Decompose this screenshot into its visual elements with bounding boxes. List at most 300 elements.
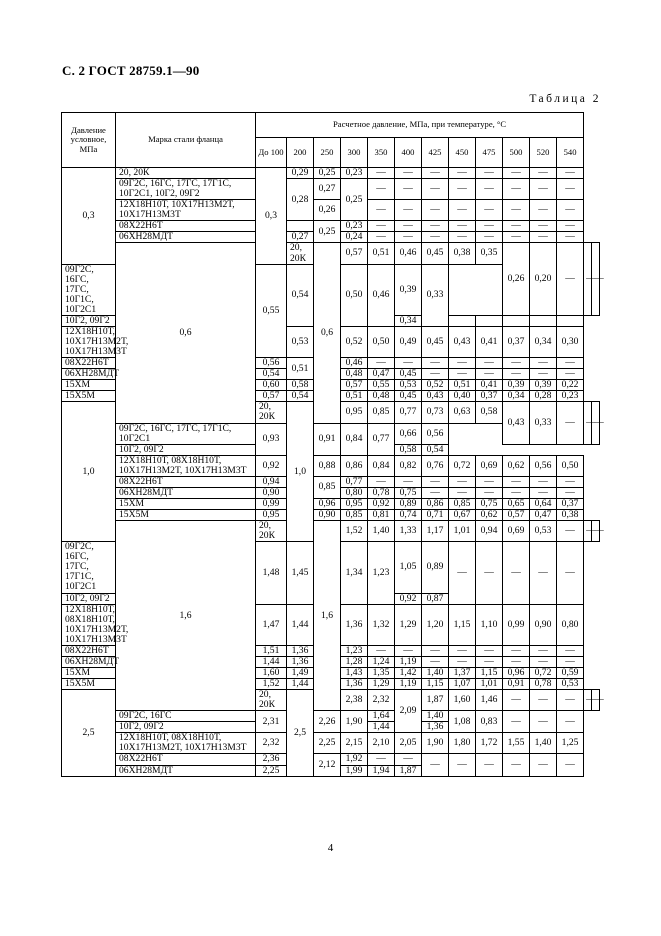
- value-cell: 1,44: [287, 604, 314, 645]
- value-cell: 2,32: [256, 733, 287, 754]
- value-cell: 0,41: [476, 380, 503, 391]
- header-temp: До 100: [256, 138, 287, 168]
- value-cell: 0,71: [422, 510, 449, 521]
- value-cell: —: [368, 168, 395, 179]
- value-cell: 0,89: [422, 542, 449, 593]
- value-cell: 1,10: [476, 604, 503, 645]
- value-cell: —: [422, 754, 449, 776]
- value-cell: 0,59: [557, 667, 584, 678]
- value-cell: —: [395, 168, 422, 179]
- header-temp: 540: [557, 138, 584, 168]
- value-cell: [449, 315, 476, 326]
- value-cell: 0,53: [395, 380, 422, 391]
- header-temperature-group: Расчетное давление, МПа, при температуре, °С: [256, 113, 584, 138]
- value-cell: —: [395, 358, 422, 369]
- table-row: [62, 711, 600, 722]
- value-cell: 0,80: [341, 487, 368, 498]
- value-cell: 2,31: [256, 711, 287, 733]
- value-cell: 0,41: [476, 326, 503, 357]
- value-cell: 0,23: [341, 168, 368, 179]
- value-cell: 0,99: [256, 498, 287, 509]
- steel-grade-cell: 15ХМ: [62, 380, 116, 391]
- value-cell: 1,6: [116, 521, 256, 711]
- pressure-table: [61, 112, 604, 777]
- value-cell: 2,09: [395, 690, 422, 733]
- value-cell: 1,90: [422, 733, 449, 754]
- value-cell: 0,92: [395, 593, 422, 604]
- value-cell: 0,92: [256, 455, 287, 476]
- value-cell: [530, 315, 557, 326]
- value-cell: 0,55: [368, 380, 395, 391]
- steel-grade-cell: 20, 20К: [256, 402, 287, 423]
- value-cell: 0,57: [256, 391, 287, 402]
- value-cell: 2,5: [62, 690, 116, 777]
- value-cell: —: [503, 232, 530, 243]
- value-cell: 0,84: [368, 455, 395, 476]
- value-cell: 0,78: [368, 487, 395, 498]
- value-cell: —: [557, 168, 584, 179]
- value-cell: —: [476, 179, 503, 200]
- steel-grade-cell: 12Х18Н10Т, 10Х17Н13М2Т, 10Х17Н13М3Т: [116, 200, 256, 221]
- header-temp: 500: [503, 138, 530, 168]
- steel-grade-cell: 06ХН28МДТ: [116, 765, 256, 776]
- value-cell: 0,74: [395, 510, 422, 521]
- value-cell: 1,19: [395, 679, 422, 690]
- steel-grade-cell: 12Х18Н10Т, 08Х18Н10Т, 10Х17Н13М2Т, 10Х17Н13М3Т: [116, 733, 256, 754]
- value-cell: 1,43: [341, 667, 368, 678]
- value-cell: 1,37: [449, 667, 476, 678]
- value-cell: 0,39: [395, 264, 422, 315]
- steel-grade-cell: 15Х5М: [62, 679, 116, 690]
- value-cell: —: [557, 221, 584, 232]
- value-cell: —: [476, 476, 503, 487]
- value-cell: 0,26: [503, 243, 530, 315]
- value-cell: —: [503, 358, 530, 369]
- value-cell: 0,57: [341, 243, 368, 264]
- table-body: [62, 167, 604, 777]
- header-pressure: Давление условное, МПа: [62, 113, 116, 168]
- value-cell: 0,28: [530, 391, 557, 402]
- value-cell: —: [557, 369, 584, 380]
- value-cell: —: [368, 179, 395, 200]
- value-cell: —: [592, 402, 600, 444]
- value-cell: —: [395, 754, 422, 765]
- value-cell: 0,6: [116, 243, 256, 423]
- value-cell: 1,44: [287, 679, 314, 690]
- value-cell: 0,29: [287, 168, 314, 179]
- value-cell: 1,72: [476, 733, 503, 754]
- table-row: [62, 521, 600, 542]
- value-cell: —: [503, 487, 530, 498]
- value-cell: —: [368, 200, 395, 221]
- value-cell: 0,85: [368, 402, 395, 423]
- header-steel: Марка стали фланца: [116, 113, 256, 168]
- page-number: 4: [327, 842, 334, 854]
- value-cell: 0,58: [476, 402, 503, 423]
- table-row: [62, 733, 600, 754]
- table-row: [62, 168, 600, 179]
- value-cell: —: [557, 476, 584, 487]
- value-cell: —: [476, 232, 503, 243]
- value-cell: —: [557, 690, 584, 711]
- value-cell: —: [557, 358, 584, 369]
- value-cell: 0,81: [368, 510, 395, 521]
- value-cell: 0,47: [368, 369, 395, 380]
- value-cell: 1,87: [422, 690, 449, 711]
- value-cell: —: [557, 711, 584, 733]
- steel-grade-cell: 06ХН28МДТ: [62, 656, 116, 667]
- value-cell: —: [476, 645, 503, 656]
- steel-grade-cell: 15Х5М: [62, 391, 116, 402]
- value-cell: 0,47: [530, 510, 557, 521]
- value-cell: 0,58: [287, 380, 314, 391]
- value-cell: 0,93: [256, 423, 287, 455]
- value-cell: —: [503, 179, 530, 200]
- value-cell: 1,01: [449, 521, 476, 542]
- value-cell: —: [422, 369, 449, 380]
- value-cell: 1,52: [256, 679, 287, 690]
- value-cell: —: [422, 168, 449, 179]
- value-cell: —: [476, 754, 503, 776]
- value-cell: 0,95: [341, 498, 368, 509]
- steel-grade-cell: 08Х22Н6Т: [116, 754, 256, 765]
- table-row: [62, 754, 600, 765]
- value-cell: 0,23: [557, 391, 584, 402]
- value-cell: —: [422, 358, 449, 369]
- value-cell: 0,95: [256, 510, 287, 521]
- value-cell: —: [530, 358, 557, 369]
- steel-grade-cell: 15ХМ: [62, 667, 116, 678]
- value-cell: 2,5: [287, 690, 314, 777]
- table-row: [62, 476, 600, 487]
- steel-grade-cell: 09Г2С, 16ГС, 17ГС, 10Г1С, 10Г2С1: [62, 264, 116, 315]
- value-cell: 0,90: [314, 510, 341, 521]
- value-cell: —: [503, 754, 530, 776]
- value-cell: 0,6: [314, 243, 341, 423]
- value-cell: 0,57: [503, 510, 530, 521]
- value-cell: 0,27: [287, 232, 314, 243]
- header-temp: 300: [341, 138, 368, 168]
- value-cell: 0,43: [422, 391, 449, 402]
- value-cell: —: [422, 179, 449, 200]
- steel-grade-cell: 08Х22Н6Т: [116, 221, 256, 232]
- value-cell: 0,54: [256, 369, 287, 380]
- value-cell: —: [557, 402, 584, 444]
- value-cell: 0,55: [256, 264, 287, 358]
- value-cell: —: [557, 487, 584, 498]
- value-cell: 0,77: [341, 476, 368, 487]
- value-cell: 1,15: [422, 679, 449, 690]
- steel-grade-cell: 06ХН28МДТ: [116, 232, 256, 243]
- value-cell: —: [530, 168, 557, 179]
- value-cell: 0,69: [476, 455, 503, 476]
- value-cell: —: [395, 645, 422, 656]
- value-cell: 1,94: [368, 765, 395, 776]
- value-cell: —: [449, 476, 476, 487]
- value-cell: 1,46: [476, 690, 503, 711]
- value-cell: —: [503, 476, 530, 487]
- table-row: [62, 179, 600, 200]
- value-cell: 0,28: [287, 179, 314, 221]
- value-cell: 1,64: [368, 711, 395, 722]
- value-cell: 0,27: [314, 179, 341, 200]
- steel-grade-cell: 09Г2С, 16ГС, 17ГС, 17Г1С, 10Г2С1, 10Г2, 09Г2: [116, 179, 256, 200]
- value-cell: 0,80: [557, 604, 584, 645]
- value-cell: 0,48: [368, 391, 395, 402]
- value-cell: 0,40: [449, 391, 476, 402]
- value-cell: 1,05: [395, 542, 422, 593]
- value-cell: 1,60: [256, 667, 287, 678]
- value-cell: 0,60: [256, 380, 287, 391]
- value-cell: 0,95: [341, 402, 368, 423]
- value-cell: 0,54: [287, 391, 314, 402]
- value-cell: —: [449, 358, 476, 369]
- value-cell: 2,32: [368, 690, 395, 711]
- value-cell: —: [449, 754, 476, 776]
- value-cell: 0,46: [395, 243, 422, 264]
- header-temp: 425: [422, 138, 449, 168]
- value-cell: 0,82: [395, 455, 422, 476]
- value-cell: —: [557, 754, 584, 776]
- value-cell: 1,52: [341, 521, 368, 542]
- value-cell: —: [449, 232, 476, 243]
- value-cell: 1,19: [395, 656, 422, 667]
- value-cell: 0,45: [422, 243, 449, 264]
- value-cell: 0,23: [341, 221, 368, 232]
- value-cell: 0,37: [557, 498, 584, 509]
- header-temp: 250: [314, 138, 341, 168]
- value-cell: 0,53: [557, 679, 584, 690]
- value-cell: 1,47: [256, 604, 287, 645]
- value-cell: 1,90: [341, 711, 368, 733]
- value-cell: 1,45: [287, 542, 314, 604]
- value-cell: —: [368, 221, 395, 232]
- table-row: [62, 455, 600, 476]
- value-cell: 1,17: [422, 521, 449, 542]
- value-cell: 0,46: [341, 358, 368, 369]
- value-cell: —: [449, 179, 476, 200]
- value-cell: 1,6: [314, 521, 341, 711]
- value-cell: 0,22: [557, 380, 584, 391]
- value-cell: 1,15: [476, 667, 503, 678]
- value-cell: —: [422, 487, 449, 498]
- value-cell: 0,51: [341, 391, 368, 402]
- value-cell: 2,38: [341, 690, 368, 711]
- value-cell: 0,63: [449, 402, 476, 423]
- value-cell: 1,35: [368, 667, 395, 678]
- value-cell: 2,05: [395, 733, 422, 754]
- value-cell: 0,25: [314, 168, 341, 179]
- value-cell: 1,99: [341, 765, 368, 776]
- value-cell: 1,44: [256, 656, 287, 667]
- value-cell: —: [530, 487, 557, 498]
- value-cell: 1,36: [341, 604, 368, 645]
- value-cell: 1,40: [368, 521, 395, 542]
- value-cell: 0,43: [449, 326, 476, 357]
- value-cell: —: [368, 358, 395, 369]
- value-cell: 1,24: [368, 656, 395, 667]
- value-cell: 1,25: [557, 733, 584, 754]
- value-cell: —: [503, 200, 530, 221]
- header-temp: 450: [449, 138, 476, 168]
- value-cell: 1,48: [256, 542, 287, 604]
- value-cell: 0,45: [422, 326, 449, 357]
- value-cell: —: [503, 168, 530, 179]
- value-cell: 2,12: [314, 754, 341, 776]
- value-cell: —: [584, 521, 592, 542]
- table-row: [62, 243, 600, 264]
- header-temp: 400: [395, 138, 422, 168]
- value-cell: 0,72: [530, 667, 557, 678]
- value-cell: 0,49: [395, 326, 422, 357]
- value-cell: 1,0: [62, 402, 116, 542]
- value-cell: 0,34: [530, 326, 557, 357]
- value-cell: 0,92: [368, 498, 395, 509]
- steel-grade-cell: 06ХН28МДТ: [116, 487, 256, 498]
- value-cell: —: [395, 200, 422, 221]
- value-cell: —: [449, 487, 476, 498]
- value-cell: 1,20: [422, 604, 449, 645]
- value-cell: 0,33: [422, 264, 449, 326]
- value-cell: —: [449, 542, 476, 604]
- value-cell: 0,94: [256, 476, 287, 487]
- value-cell: 0,72: [449, 455, 476, 476]
- value-cell: —: [557, 521, 584, 542]
- value-cell: 2,10: [368, 733, 395, 754]
- value-cell: 1,60: [449, 690, 476, 711]
- value-cell: 0,53: [530, 521, 557, 542]
- value-cell: —: [449, 656, 476, 667]
- value-cell: 0,50: [368, 326, 395, 357]
- value-cell: —: [503, 369, 530, 380]
- value-cell: 0,90: [530, 604, 557, 645]
- value-cell: 1,29: [368, 679, 395, 690]
- value-cell: 0,57: [341, 380, 368, 391]
- value-cell: —: [449, 200, 476, 221]
- value-cell: 1,51: [256, 645, 287, 656]
- steel-grade-cell: 15ХМ: [116, 498, 256, 509]
- steel-grade-cell: 09Г2С, 16ГС: [116, 711, 256, 722]
- value-cell: 0,45: [395, 391, 422, 402]
- value-cell: —: [592, 521, 600, 542]
- value-cell: 0,54: [422, 444, 449, 455]
- value-cell: 0,39: [530, 380, 557, 391]
- value-cell: 1,80: [449, 733, 476, 754]
- value-cell: 0,62: [503, 455, 530, 476]
- value-cell: 0,38: [449, 243, 476, 264]
- value-cell: [287, 221, 314, 232]
- value-cell: —: [530, 754, 557, 776]
- steel-grade-cell: 12Х18Н10Т, 08Х18Н10Т, 10Х17Н13М2Т, 10Х17Н13М3Т: [62, 604, 116, 645]
- value-cell: 1,40: [530, 733, 557, 754]
- steel-grade-cell: 09Г2С, 16ГС, 17ГС, 17Г1С, 10Г2С1: [116, 423, 256, 444]
- value-cell: 0,20: [530, 243, 557, 315]
- steel-grade-cell: 08Х22Н6Т: [62, 358, 116, 369]
- value-cell: 2,36: [256, 754, 287, 765]
- header-temp: 520: [530, 138, 557, 168]
- steel-grade-cell: 10Г2, 09Г2: [62, 315, 116, 326]
- value-cell: —: [476, 200, 503, 221]
- value-cell: —: [584, 402, 592, 444]
- value-cell: 0,86: [422, 498, 449, 509]
- steel-grade-cell: 12Х18Н10Т, 10Х17Н13М2Т, 10Х17Н13М3Т: [62, 326, 116, 357]
- header-temp: 475: [476, 138, 503, 168]
- value-cell: 0,77: [395, 402, 422, 423]
- value-cell: 0,99: [503, 604, 530, 645]
- steel-grade-cell: 10Г2, 09Г2: [116, 444, 256, 455]
- value-cell: 0,96: [503, 667, 530, 678]
- value-cell: —: [503, 645, 530, 656]
- value-cell: 2,26: [314, 711, 341, 733]
- value-cell: —: [422, 645, 449, 656]
- value-cell: 0,73: [422, 402, 449, 423]
- value-cell: 1,07: [449, 679, 476, 690]
- value-cell: 0,90: [256, 487, 287, 498]
- steel-grade-cell: 15Х5М: [116, 510, 256, 521]
- value-cell: 1,32: [368, 604, 395, 645]
- value-cell: 0,25: [314, 221, 341, 243]
- value-cell: —: [530, 690, 557, 711]
- value-cell: —: [368, 754, 395, 765]
- value-cell: 0,75: [395, 487, 422, 498]
- value-cell: —: [530, 476, 557, 487]
- value-cell: —: [503, 690, 530, 711]
- value-cell: 0,53: [287, 326, 314, 357]
- value-cell: —: [449, 369, 476, 380]
- value-cell: 1,40: [422, 667, 449, 678]
- value-cell: —: [368, 645, 395, 656]
- value-cell: 1,23: [341, 645, 368, 656]
- value-cell: —: [449, 168, 476, 179]
- value-cell: 0,52: [422, 380, 449, 391]
- value-cell: 1,23: [368, 542, 395, 604]
- value-cell: 0,84: [341, 423, 368, 455]
- value-cell: 0,56: [422, 423, 449, 444]
- value-cell: 0,30: [557, 326, 584, 357]
- value-cell: 0,50: [557, 455, 584, 476]
- value-cell: —: [530, 200, 557, 221]
- value-cell: 0,88: [314, 455, 341, 476]
- value-cell: 0,87: [422, 593, 449, 604]
- value-cell: 0,56: [256, 358, 287, 369]
- value-cell: —: [557, 243, 584, 315]
- value-cell: —: [395, 232, 422, 243]
- value-cell: —: [530, 656, 557, 667]
- value-cell: 0,52: [341, 326, 368, 357]
- table-row: [62, 498, 600, 509]
- value-cell: —: [530, 711, 557, 733]
- value-cell: 0,51: [449, 380, 476, 391]
- value-cell: —: [530, 369, 557, 380]
- value-cell: 0,39: [503, 380, 530, 391]
- value-cell: 1,36: [287, 645, 314, 656]
- value-cell: 0,37: [503, 326, 530, 357]
- value-cell: 1,34: [341, 542, 368, 604]
- table-row: [62, 200, 600, 221]
- value-cell: —: [476, 487, 503, 498]
- steel-grade-cell: 06ХН28МДТ: [62, 369, 116, 380]
- value-cell: 0,76: [422, 455, 449, 476]
- value-cell: 0,35: [476, 243, 503, 264]
- steel-grade-cell: 08Х22Н6Т: [116, 476, 256, 487]
- value-cell: —: [368, 232, 395, 243]
- value-cell: 0,65: [503, 498, 530, 509]
- value-cell: 0,85: [449, 498, 476, 509]
- table-label: Таблица 2: [529, 93, 601, 105]
- value-cell: 1,92: [341, 754, 368, 765]
- header-temp: 350: [368, 138, 395, 168]
- value-cell: 0,83: [476, 711, 503, 733]
